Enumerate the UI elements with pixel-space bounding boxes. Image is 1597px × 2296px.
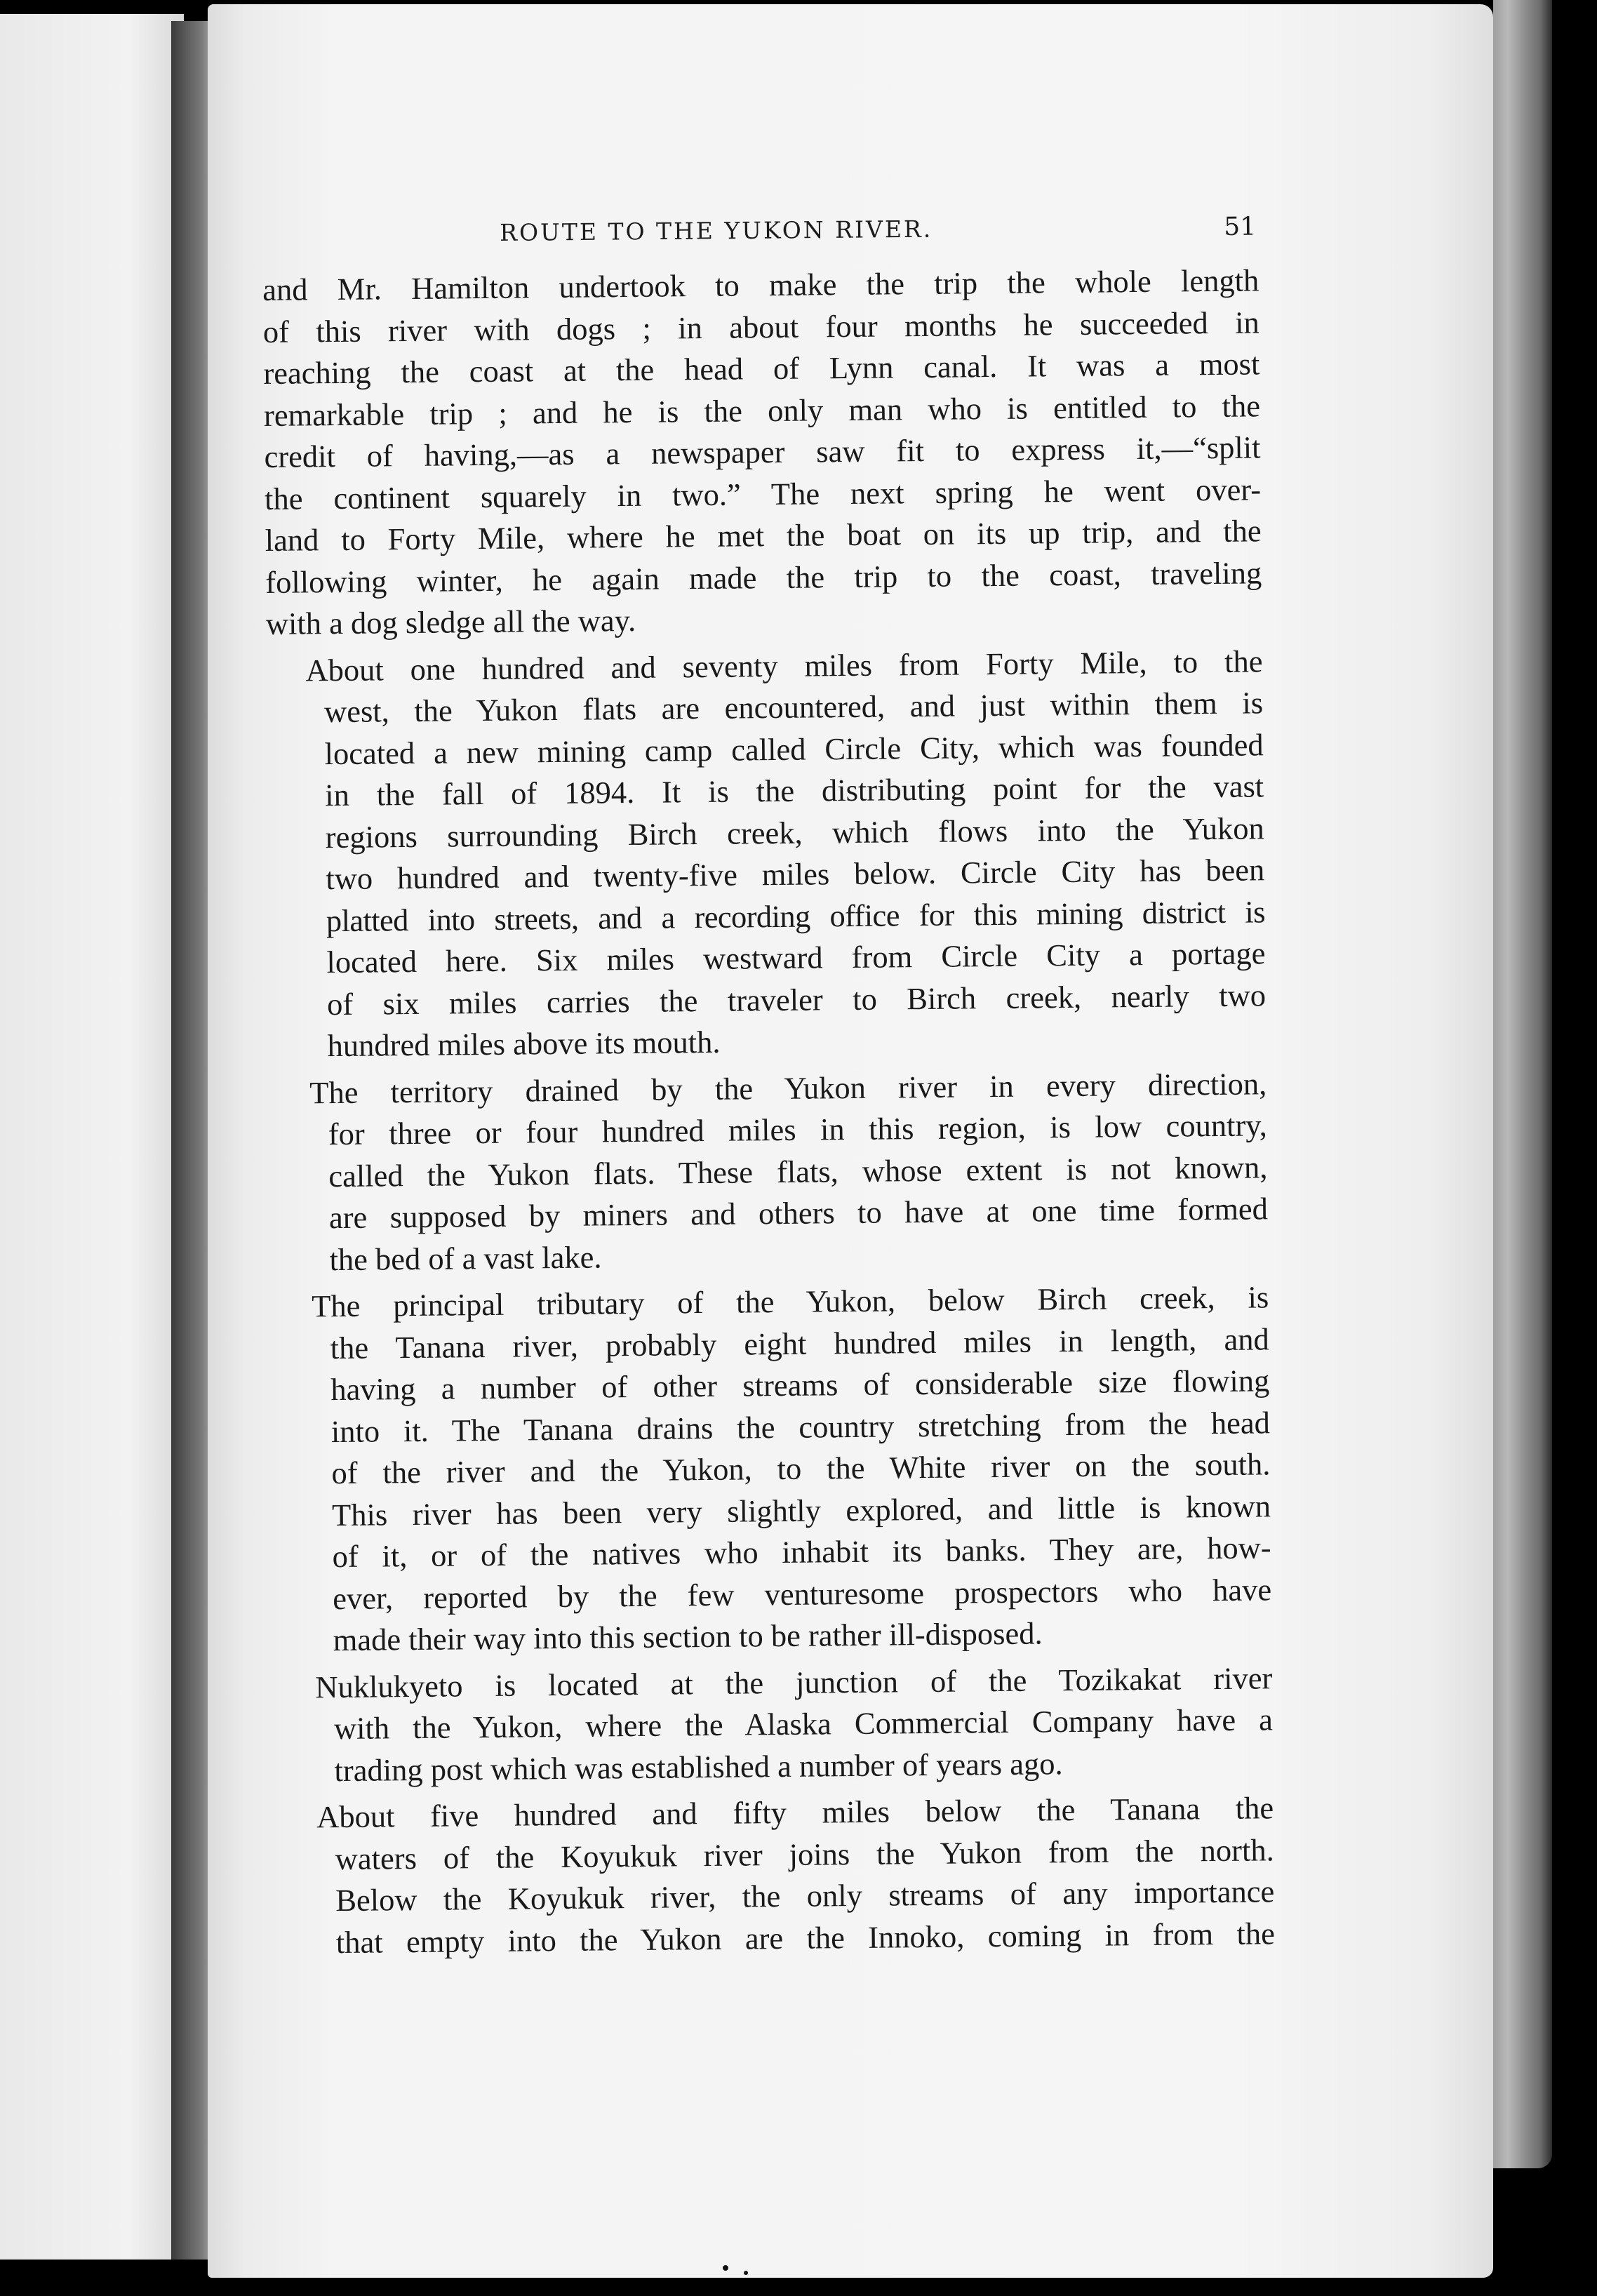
- text-line: hundred miles above its mouth.: [327, 1024, 721, 1064]
- page-number: 51: [1224, 212, 1257, 241]
- paragraph-3: [270, 1063, 1269, 1281]
- text-line: waters of the Koyukuk river joins the Yukon from the north.: [335, 1831, 1274, 1876]
- text-line: This river has been very slightly explored, and little is known: [331, 1488, 1271, 1533]
- text-line: located here. Six miles westward from Circle City a portage: [326, 935, 1266, 980]
- text-line: Below the Koyukuk river, the only streams of any importance: [335, 1874, 1275, 1918]
- page-header: [500, 213, 1256, 261]
- text-line: reaching the coast at the head of Lynn canal. It was a most: [263, 346, 1260, 391]
- text-line: for three or four hundred miles in this region, is low country,: [328, 1107, 1268, 1152]
- text-line: two hundred and twenty-five miles below. Circle City has been: [326, 852, 1265, 897]
- text-line: trading post which was established a number of years ago.: [334, 1745, 1063, 1788]
- text-line: of this river with dogs ; in about four months he succeeded in: [262, 304, 1260, 349]
- text-line: with a dog sledge all the way.: [265, 602, 636, 641]
- text-line: The territory drained by the Yukon river in every direction,: [309, 1065, 1267, 1110]
- text-line: called the Yukon flats. These flats, whose extent is not known,: [328, 1149, 1268, 1194]
- text-line: platted into streets, and a recording office for this mining district is: [326, 893, 1266, 938]
- text-line: of six miles carries the traveler to Birch creek, nearly two: [326, 977, 1267, 1022]
- text-line: About one hundred and seventy miles from Forty Mile, to the: [305, 643, 1263, 688]
- page-body: [262, 260, 1275, 1969]
- paragraph-4: [272, 1276, 1272, 1662]
- text-line: that empty into the Yukon are the Innoko, coming in from the: [335, 1915, 1276, 1960]
- text-line: following winter, he again made the trip to the coast, traveling: [265, 554, 1262, 600]
- text-line: the continent squarely in two.” The next spring he went over-: [264, 471, 1262, 516]
- text-line: and Mr. Hamilton undertook to make the trip the whole length: [262, 262, 1259, 307]
- scan-speck: [744, 2271, 748, 2275]
- text-line: the bed of a vast lake.: [329, 1239, 602, 1277]
- text-line: of the river and the Yukon, to the White river on the south.: [331, 1446, 1271, 1491]
- page-edge-stack: [1493, 0, 1552, 2168]
- text-line: Nuklukyeto is located at the junction of the Tozikakat river: [315, 1660, 1273, 1704]
- text-line: regions surrounding Birch creek, which flows into the Yukon: [325, 810, 1264, 855]
- text-line: having a number of other streams of considerable size flowing: [330, 1363, 1270, 1408]
- text-line: About five hundred and fifty miles below the Tanana the: [316, 1790, 1274, 1835]
- paragraph-6: [277, 1787, 1275, 1964]
- text-line: are supposed by miners and others to have at one time formed: [328, 1191, 1269, 1236]
- text-line: of it, or of the natives who inhabit its banks. They are, how-: [332, 1530, 1271, 1575]
- paragraph-5: [276, 1657, 1274, 1792]
- text-line: the Tanana river, probably eight hundred miles in length, and: [330, 1321, 1269, 1366]
- text-line: land to Forty Mile, where he met the boat on its up trip, and the: [265, 513, 1262, 558]
- facing-page-edge: [0, 14, 184, 2260]
- text-line: The principal tributary of the Yukon, below Birch creek, is: [311, 1279, 1269, 1324]
- text-line: with the Yukon, where the Alaska Commercial Company have a: [333, 1702, 1274, 1747]
- paragraph-2: [266, 641, 1267, 1068]
- text-line: credit of having,—as a newspaper saw fit to express it,—“split: [264, 429, 1261, 474]
- text-line: into it. The Tanana drains the country stretching from the head: [330, 1404, 1271, 1449]
- scan-speck: [723, 2265, 728, 2271]
- text-line: made their way into this section to be rather ill-disposed.: [333, 1615, 1043, 1658]
- text-line: located a new mining camp called Circle City, which was founded: [324, 726, 1264, 771]
- paragraph-1: [262, 260, 1262, 645]
- running-title: ROUTE TO THE YUKON RIVER.: [500, 215, 933, 246]
- text-line: remarkable trip ; and he is the only man who is entitled to the: [263, 387, 1261, 433]
- text-line: in the fall of 1894. It is the distributing point for the vast: [324, 768, 1264, 813]
- text-line: west, the Yukon flats are encountered, and just within them is: [323, 685, 1264, 730]
- text-line: ever, reported by the few venturesome prospectors who have: [332, 1571, 1272, 1616]
